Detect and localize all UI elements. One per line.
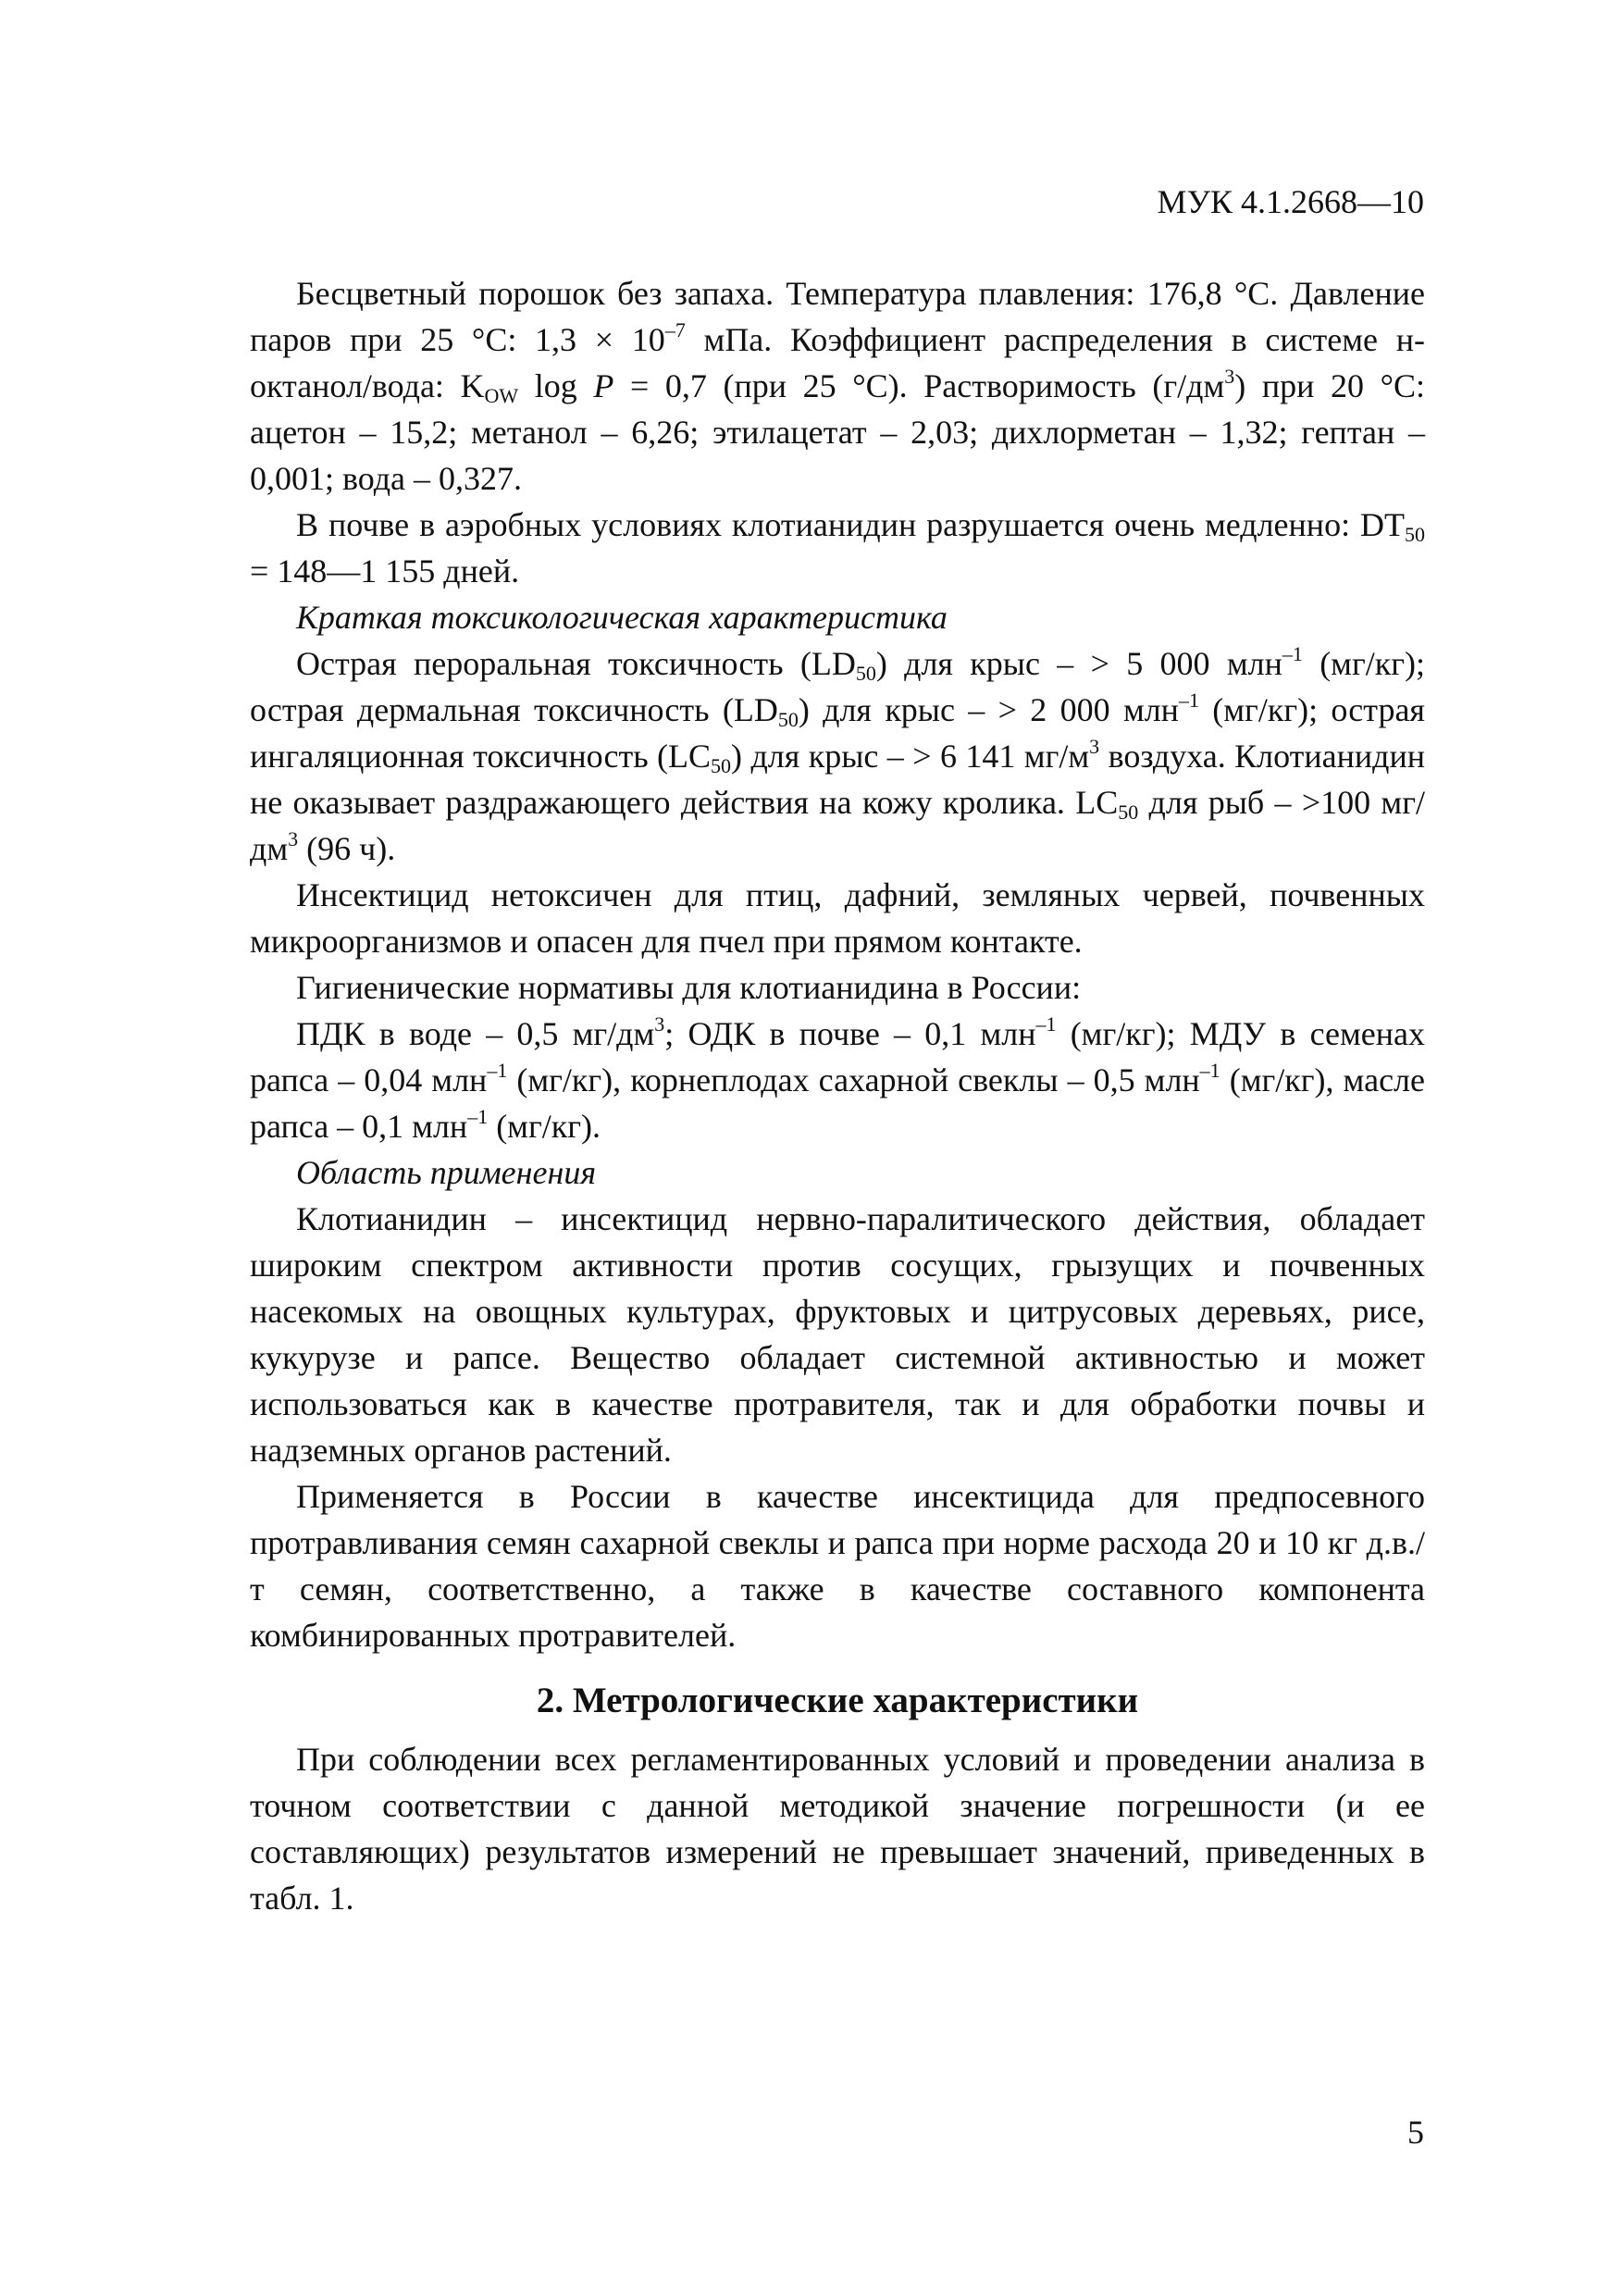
ecotoxicity-paragraph: Инсектицид нетоксичен для птиц, дафний, земляных червей, почвенных микроорганизмов и опасен для пчел при прямом контакте. [250,876,1425,960]
application-paragraph: Клотианидин – инсектицид нервно-паралитического действия, обладает широким спектром активности против сосущих, грызущих и почвенных насекомых на овощных культурах, фруктовых и цитрусовых деревьях, рисе, кукурузе и рапсе. Вещество обладает системной активностью и может использоваться как в качестве протравителя, так и для обработки почвы и надземных органов растений. [250,1200,1425,1469]
toxicology-subheading: Краткая токсикологическая характеристика [296,599,948,636]
section-2-paragraph: При соблюдении всех регламентированных условий и проведении анализа в точном соответствии с данной методикой значение погрешности (и ее составляющих) результатов измерений не превышает значений, приведенных в табл. 1. [250,1741,1425,1917]
hygiene-standards-paragraph: ПДК в воде – 0,5 $мг/дм^3$; ОДК в почве – 0,1 млн$^{-1}$ (мг/кг); МДУ в семенах рапса – 0,04 млн$^{-1}$ (мг/кг), корнеплодах сахарной свеклы – 0,5 млн$^{-1}$ (мг/кг), масле рапса – 0,1 млн$^{-1}$ (мг/кг). [250,1012,1425,1145]
hygiene-standards-intro: Гигиенические нормативы для клотианидина в России: [296,969,1082,1006]
soil-degradation-paragraph: В почве в аэробных условиях клотианидин разрушается очень медленно: $DT_{50}$ = 148—1 155 дней. [250,506,1425,590]
application-area-subheading: Область применения [296,1154,597,1191]
page-number: 5 [1407,2114,1424,2151]
document-code-header: МУК 4.1.2668—10 [1157,183,1424,220]
toxicity-paragraph: Острая пероральная токсичность $(LD_{50})$ для крыс – > 5 000 млн$^{-1}$ (мг/кг); острая дермальная токсичность $(LD_{50})$ для крыс – > 2 000 млн$^{-1}$ (мг/кг); острая ингаляционная токсичность $(LC_{50})$ для крыс – > 6 141 $мг/м^3$ воздуха. Клотианидин не оказывает раздражающего действия на кожу кролика. $LC_{50}$ для рыб – >100 $мг/дм^3$ (96 ч). [250,642,1425,867]
properties-paragraph: Бесцветный порошок без запаха. Температура плавления: 176,8 °С. Давление паров при 25 °С: $1,3 \times 10^{-7}$ мПа. Коэффициент распределения в системе н-октанол/вода: $K_{OW}$ log P = 0,7 (при 25 °С). Растворимость $(г/дм^3)$ при 20 °С: ацетон – 15,2; метанол – 6,26; этилацетат – 2,03; дихлорметан – 1,32; гептан – 0,001; вода – 0,327. [250,275,1426,497]
section-2-title: 2. Метрологические характеристики [536,1681,1139,1720]
document-body [250,270,1425,1921]
russia-use-paragraph: Применяется в России в качестве инсектицида для предпосевного протравливания семян сахарной свеклы и рапса при норме расхода 20 и 10 кг д.в./т семян, соответственно, а также в качестве составного компонента комбинированных протравителей. [250,1478,1425,1654]
